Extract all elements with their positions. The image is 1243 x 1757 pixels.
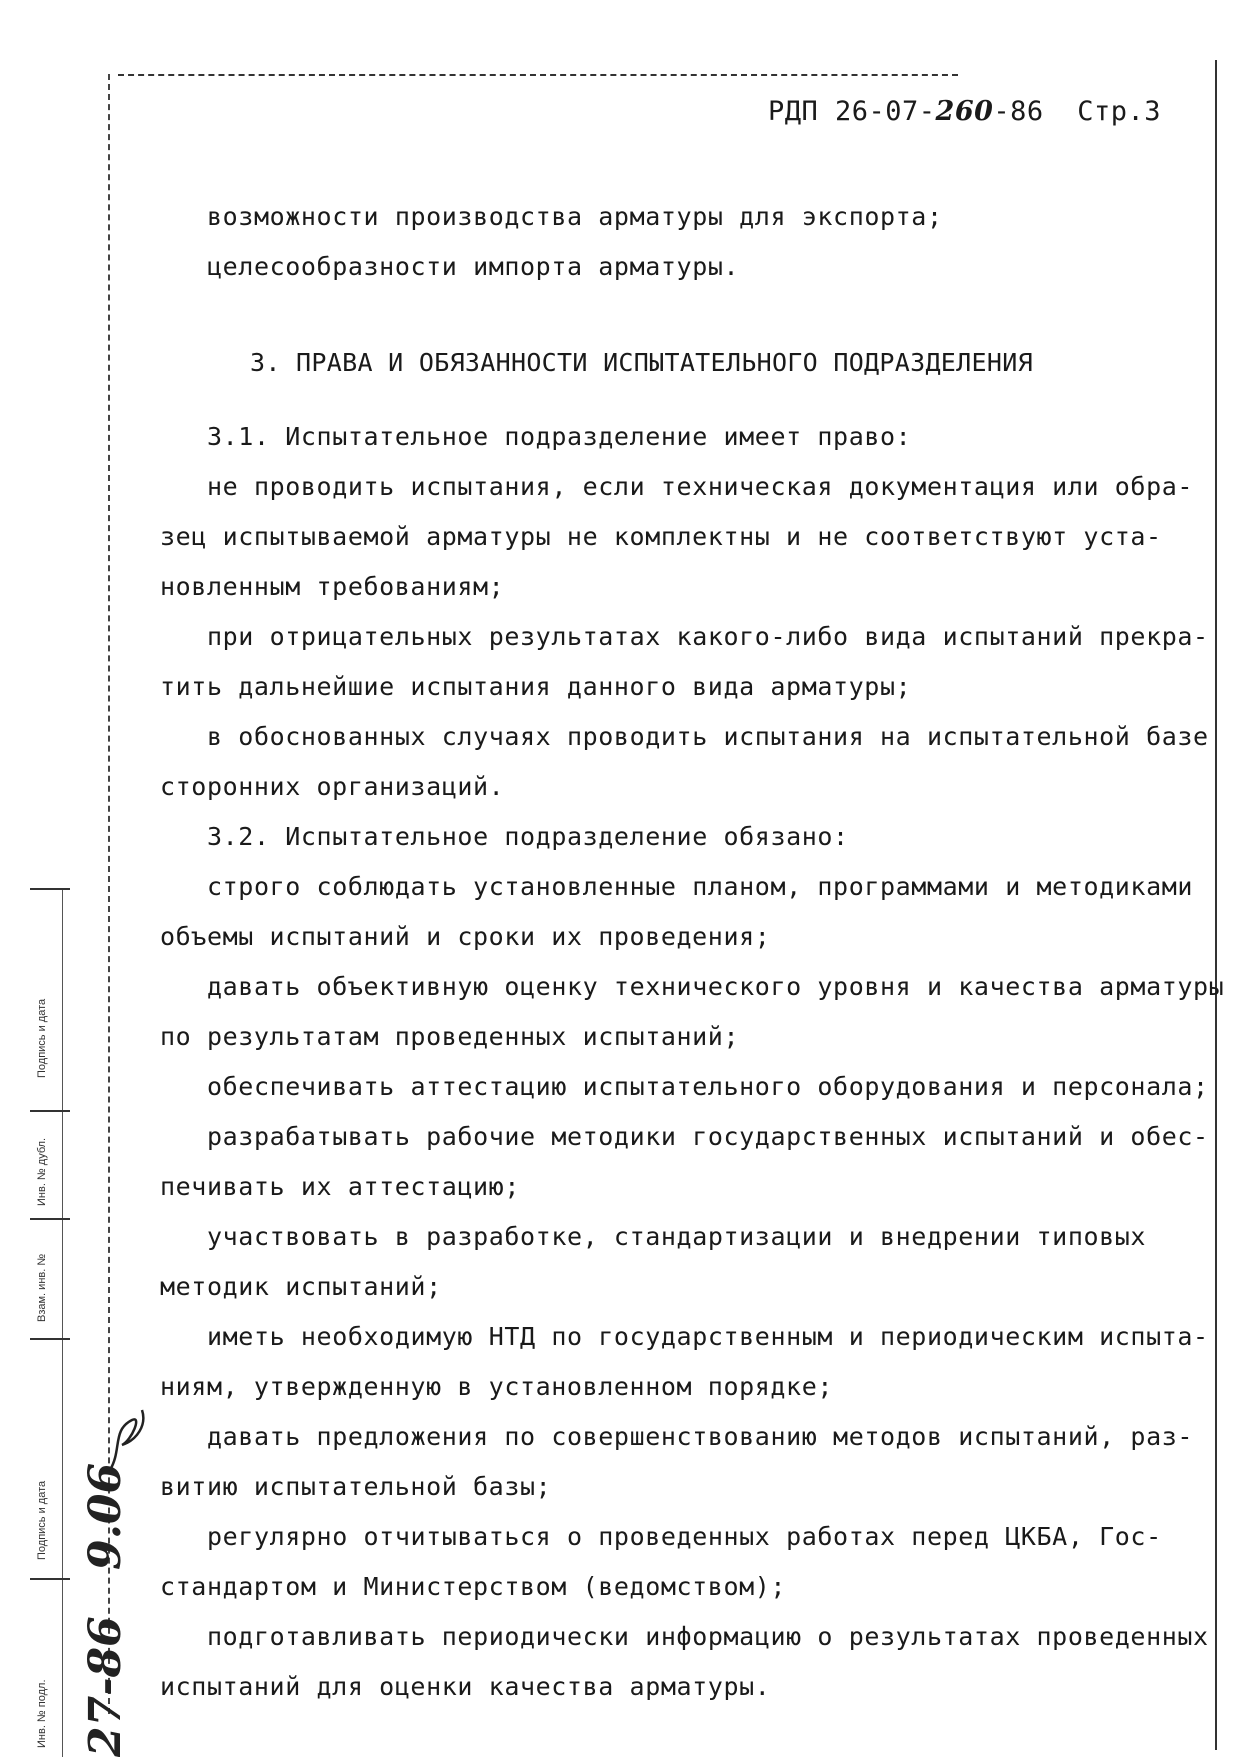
handwritten-date: 9.06 <box>80 1462 131 1570</box>
stamp-label-original-inventory: Инв. № подл. <box>36 1679 48 1748</box>
stamp-separator <box>30 1338 70 1340</box>
stamp-label-dup-inventory: Инв. № дубл. <box>36 1137 48 1206</box>
text-line: участвовать в разработке, стандартизации и внедрении типовых <box>207 1222 1147 1251</box>
margin-stamp <box>30 888 62 1757</box>
text-line: возможности производства арматуры для экспорта; <box>207 202 943 231</box>
stamp-separator <box>30 1578 70 1580</box>
document-code-handwritten: 260 <box>935 96 994 127</box>
text-line: печивать их аттестацию; <box>160 1172 520 1201</box>
page-number: Стр.3 <box>1077 96 1161 127</box>
frame-right-border <box>1215 60 1217 1750</box>
subsection-title: 3.2. Испытательное подразделение обязано: <box>207 822 849 851</box>
text-line: регулярно отчитываться о проведенных работах перед ЦКБА, Гос- <box>207 1522 1162 1551</box>
signature-icon <box>102 1400 152 1480</box>
text-line: иметь необходимую НТД по государственным и периодическим испыта- <box>207 1322 1209 1351</box>
text-line: по результатам проведенных испытаний; <box>160 1022 740 1051</box>
stamp-separator <box>30 1110 70 1112</box>
stamp-label-signature-date-2: Подпись и дата <box>36 1480 48 1560</box>
text-line: методик испытаний; <box>160 1272 442 1301</box>
text-line: ниям, утвержденную в установленном порядке; <box>160 1372 834 1401</box>
stamp-label-replacement-inventory: Взам. инв. № <box>36 1253 48 1322</box>
stamp-separator <box>30 1218 70 1220</box>
text-line: витию испытательной базы; <box>160 1472 552 1501</box>
text-line: целесообразности импорта арматуры. <box>207 252 740 281</box>
text-line: при отрицательных результатах какого-либо вида испытаний прекра- <box>207 622 1209 651</box>
stamp-label-signature-date: Подпись и дата <box>36 998 48 1078</box>
text-line: строго соблюдать установленные планом, программами и методиками <box>207 872 1194 901</box>
text-line: подготавливать периодически информацию о результатах проведенных <box>207 1622 1209 1651</box>
text-line: объемы испытаний и сроки их проведения; <box>160 922 771 951</box>
text-line: испытаний для оценки качества арматуры. <box>160 1672 771 1701</box>
subsection-title: 3.1. Испытательное подразделение имеет право: <box>207 422 912 451</box>
document-code-prefix: РДП 26-07- <box>767 96 936 127</box>
page-header <box>768 96 1161 127</box>
text-line: давать предложения по совершенствованию методов испытаний, раз- <box>207 1422 1194 1451</box>
text-line: разрабатывать рабочие методики государственных испытаний и обес- <box>207 1122 1209 1151</box>
text-line: сторонних организаций. <box>160 772 505 801</box>
stamp-separator <box>30 888 70 890</box>
frame-top-border <box>118 74 958 76</box>
text-line: зец испытываемой арматуры не комплектны и не соответствуют уста- <box>160 522 1162 551</box>
section-heading: 3. ПРАВА И ОБЯЗАННОСТИ ИСПЫТАТЕЛЬНОГО ПОДРАЗДЕЛЕНИЯ <box>250 348 1033 377</box>
text-line: тить дальнейшие испытания данного вида арматуры; <box>160 672 912 701</box>
text-line: в обоснованных случаях проводить испытания на испытательной базе <box>207 722 1209 751</box>
document-code-suffix: -86 <box>993 96 1044 127</box>
text-line: обеспечивать аттестацию испытательного оборудования и персонала; <box>207 1072 1209 1101</box>
text-line: новленным требованиям; <box>160 572 505 601</box>
handwritten-inventory-number: 27-86 <box>80 1616 131 1757</box>
text-line: не проводить испытания, если техническая документация или обра- <box>207 472 1194 501</box>
text-line: стандартом и Министерством (ведомством); <box>160 1572 787 1601</box>
text-line: давать объективную оценку технического уровня и качества арматуры <box>207 972 1225 1001</box>
